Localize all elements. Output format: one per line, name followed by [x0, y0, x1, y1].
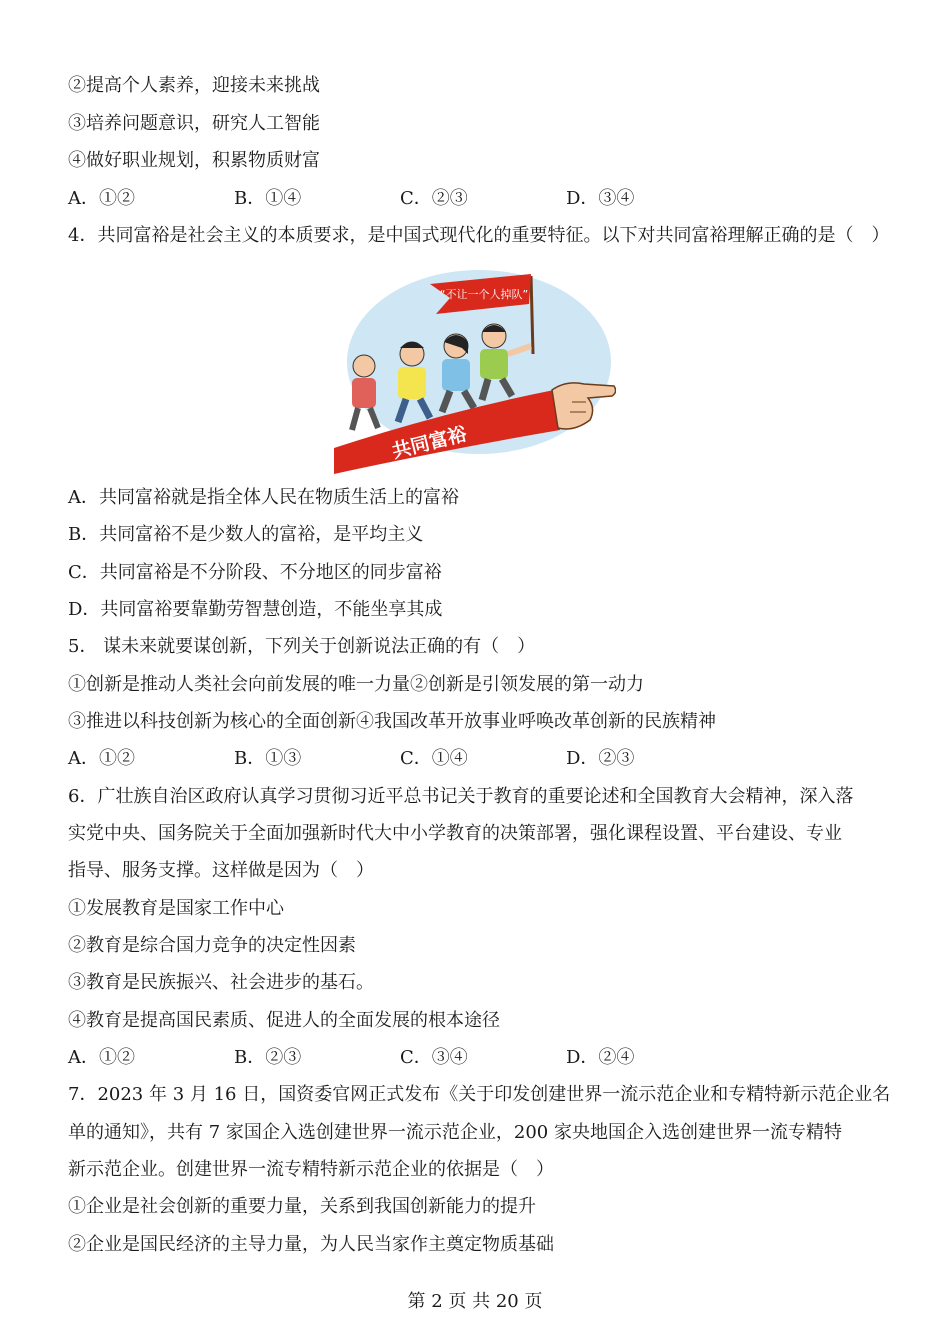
q7-stem-line-1: 7．2023 年 3 月 16 日，国资委官网正式发布《关于印发创建世界一流示范企业和专精特新示范企业名 [68, 1084, 891, 1105]
q3-item-2: ②提高个人素养，迎接未来挑战 [68, 75, 320, 96]
q7-item-2: ②企业是国民经济的主导力量，为人民当家作主奠定物质基础 [68, 1234, 554, 1255]
q3-option-d[interactable]: D．③④ [566, 188, 635, 209]
q4-option-d[interactable]: D．共同富裕要靠勤劳智慧创造，不能坐享其成 [68, 599, 443, 620]
q7-stem-line-2: 单的通知》，共有 7 家国企入选创建世界一流示范企业，200 家央地国企入选创建世界一流专精特 [68, 1122, 842, 1143]
q6-item-3: ③教育是民族振兴、社会进步的基石。 [68, 972, 374, 993]
q5-item-1: ①创新是推动人类社会向前发展的唯一力量②创新是引领发展的第一动力 [68, 674, 644, 695]
banner-text: 共同富裕 [389, 423, 469, 463]
q4-option-b[interactable]: B．共同富裕不是少数人的富裕，是平均主义 [68, 524, 424, 545]
page-footer: 第 2 页 共 20 页 [407, 1291, 543, 1312]
q6-stem-line-1: 6．广壮族自治区政府认真学习贯彻习近平总书记关于教育的重要论述和全国教育大会精神，深入落 [68, 786, 854, 807]
q7-item-1: ①企业是社会创新的重要力量，关系到我国创新能力的提升 [68, 1196, 536, 1217]
q6-item-1: ①发展教育是国家工作中心 [68, 898, 284, 919]
q6-option-a[interactable]: A．①② [68, 1047, 135, 1068]
q3-option-b[interactable]: B．①④ [234, 188, 302, 209]
q3-item-4: ④做好职业规划，积累物质财富 [68, 150, 320, 171]
q3-option-c[interactable]: C．②③ [400, 188, 468, 209]
q4-option-a[interactable]: A．共同富裕就是指全体人民在物质生活上的富裕 [68, 487, 459, 508]
q6-option-c[interactable]: C．③④ [400, 1047, 468, 1068]
q5-option-a[interactable]: A．①② [68, 748, 135, 769]
q5-option-b[interactable]: B．①③ [234, 748, 302, 769]
q6-option-b[interactable]: B．②③ [234, 1047, 302, 1068]
q6-item-4: ④教育是提高国民素质、促进人的全面发展的根本途径 [68, 1010, 500, 1031]
pointing-hand-icon [552, 383, 616, 429]
q5-item-2: ③推进以科技创新为核心的全面创新④我国改革开放事业呼唤改革创新的民族精神 [68, 711, 716, 732]
q6-item-2: ②教育是综合国力竞争的决定性因素 [68, 935, 356, 956]
q3-item-3: ③培养问题意识，研究人工智能 [68, 113, 320, 134]
q5-option-d[interactable]: D．②③ [566, 748, 635, 769]
q3-option-a[interactable]: A．①② [68, 188, 135, 209]
q6-stem-line-2: 实党中央、国务院关于全面加强新时代大中小学教育的决策部署，强化课程设置、平台建设、专业 [68, 823, 842, 844]
q4-stem: 4．共同富裕是社会主义的本质要求，是中国式现代化的重要特征。以下对共同富裕理解正确的是（ ） [68, 225, 890, 246]
q4-option-c[interactable]: C．共同富裕是不分阶段、不分地区的同步富裕 [68, 562, 442, 583]
q5-stem: 5． 谋未来就要谋创新，下列关于创新说法正确的有（ ） [68, 636, 536, 657]
person-elder [352, 355, 378, 430]
q7-stem-line-3: 新示范企业。创建世界一流专精特新示范企业的依据是（ ） [68, 1159, 554, 1180]
common-prosperity-illustration [334, 262, 616, 474]
q6-stem-line-3: 指导、服务支撑。这样做是因为（ ） [68, 860, 374, 881]
flag-text: “不让一个人掉队” [439, 288, 529, 301]
q5-option-c[interactable]: C．①④ [400, 748, 468, 769]
q6-option-d[interactable]: D．②④ [566, 1047, 635, 1068]
